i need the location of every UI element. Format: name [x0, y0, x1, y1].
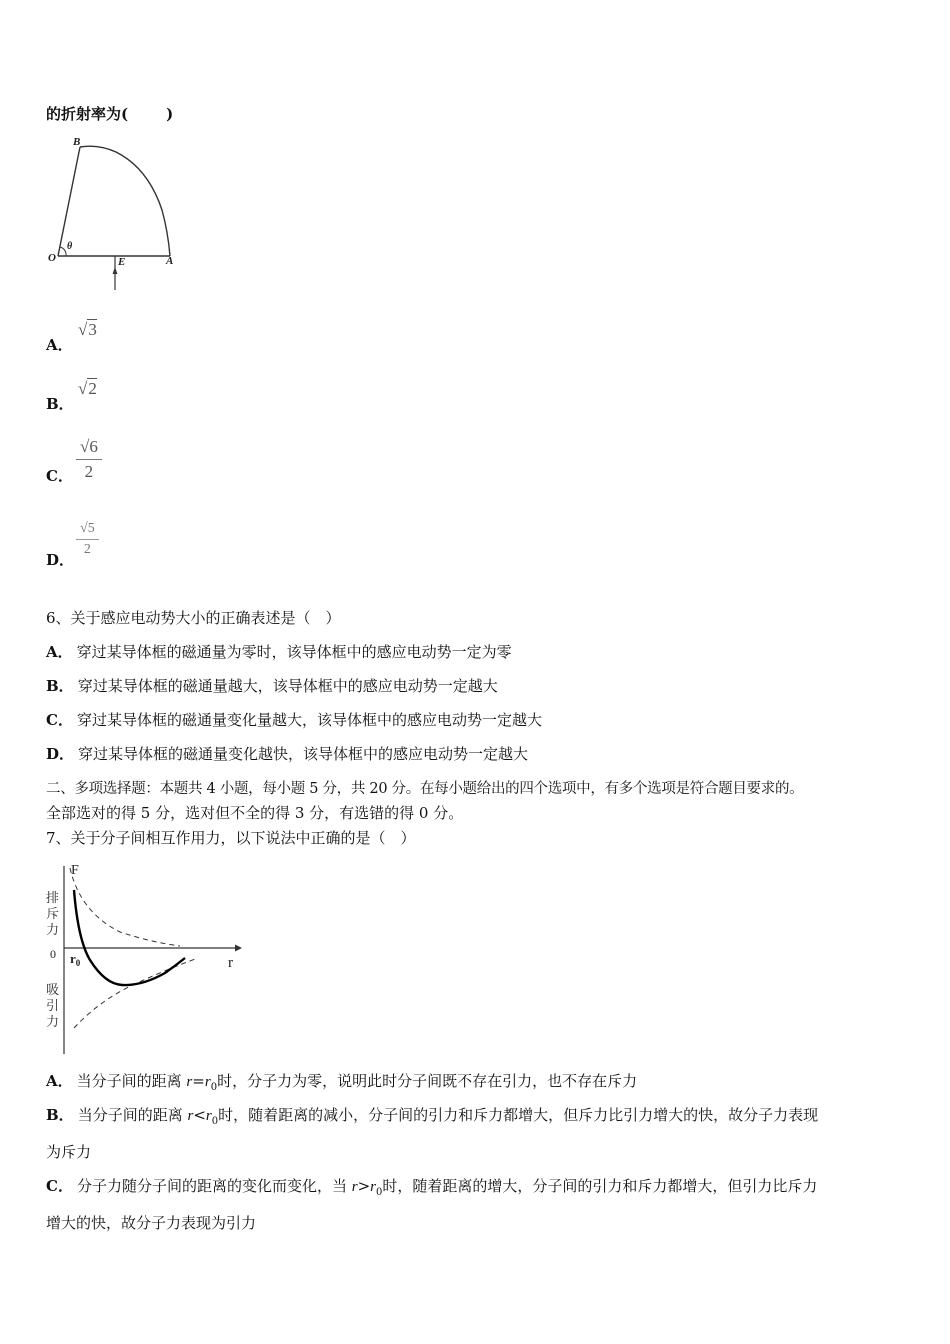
var-r: r [351, 1179, 358, 1195]
q5-stem-tail [46, 103, 173, 124]
option-text: 穿过某导体框的磁通量变化越快，该导体框中的感应电动势一定越大 [78, 745, 529, 763]
section2-line1: 二、多项选择题：本题共 4 小题，每小题 5 分，共 20 分。在每小题给出的四个选项中，有多个选项是符合题目要求的。 [46, 781, 804, 797]
repulsion-label-1: 排 [46, 891, 60, 906]
var-r0: r [204, 1074, 211, 1090]
radicand: 3 [88, 320, 97, 339]
q6-stem: 6、关于感应电动势大小的正确表述是（ ） [46, 609, 341, 627]
q6-option-a[interactable] [46, 641, 512, 662]
arc-ba [80, 146, 170, 256]
option-label: C． [46, 1177, 73, 1195]
q7-option-c[interactable] [46, 1175, 817, 1198]
relation: = [192, 1072, 205, 1090]
q5-option-d[interactable] [46, 549, 74, 570]
repulsion-label-2: 斥 [46, 907, 60, 922]
q5-quarter-circle-figure [40, 128, 200, 296]
denominator: 2 [84, 462, 94, 481]
denominator: 2 [83, 542, 91, 557]
q5-option-d-value: $\frac{√5}{2}$ [76, 521, 99, 558]
option-label: B． [46, 677, 74, 695]
radicand: 2 [88, 379, 97, 398]
relation: < [193, 1106, 206, 1124]
option-text: 穿过某导体框的磁通量变化量越大，该导体框中的感应电动势一定越大 [76, 711, 542, 729]
var-r0: r [370, 1179, 376, 1195]
q5-option-c-value: $\frac{√6}{2}$ [76, 437, 102, 482]
q7-option-a[interactable] [46, 1070, 637, 1093]
option-label: D． [46, 551, 75, 569]
ray-arrow [113, 267, 118, 274]
q7-stem: 7、关于分子间相互作用力，以下说法中正确的是（ ） [46, 829, 416, 847]
attraction-label-2: 引 [46, 999, 60, 1014]
option-text-pre: 当分子间的距离 [77, 1106, 188, 1124]
q7-option-b-cont: 为斥力 [46, 1143, 92, 1161]
q5-option-c[interactable] [46, 465, 73, 486]
radicand: 6 [89, 437, 98, 456]
q6-option-b[interactable] [46, 675, 498, 696]
label-o: O [48, 252, 56, 264]
x-axis-arrow [235, 945, 242, 952]
q5-option-b-value: √2 [78, 379, 97, 398]
label-e: E [118, 256, 126, 268]
option-text-post: 时，分子力为零，说明此时分子间既不存在引力，也不存在斥力 [217, 1072, 638, 1090]
label-b: B [73, 136, 81, 148]
option-label: A． [46, 336, 73, 354]
q5-option-a[interactable] [46, 334, 73, 355]
label-a: A [166, 255, 174, 267]
option-label: C． [46, 467, 73, 485]
subscript: 0 [210, 1082, 218, 1093]
section2-line2: 全部选对的得 5 分，选对但不全的得 3 分，有选错的得 0 分。 [46, 804, 464, 822]
option-text-pre: 当分子间的距离 [76, 1072, 187, 1090]
option-label: D． [46, 745, 75, 763]
attraction-label-3: 力 [46, 1015, 60, 1030]
option-label: A． [46, 643, 73, 661]
q5-tail-text: 的折射率为( [46, 105, 129, 123]
option-text: 穿过某导体框的磁通量越大，该导体框中的感应电动势一定越大 [77, 677, 498, 695]
option-text: 穿过某导体框的磁通量为零时，该导体框中的感应电动势一定为零 [76, 643, 512, 661]
option-label: C． [46, 711, 73, 729]
var-r0: r [205, 1108, 212, 1124]
label-theta: θ [67, 241, 73, 252]
radicand: 5 [87, 521, 95, 536]
option-label: B． [46, 1106, 74, 1124]
line-ob [58, 147, 80, 256]
subscript: 0 [376, 1187, 383, 1198]
option-label: B． [46, 395, 74, 413]
axis-label-r: r [228, 955, 233, 971]
axis-label-f: F [71, 863, 79, 878]
r0-label: $r_0$ [70, 951, 81, 968]
q5-tail-close: ) [166, 105, 174, 123]
relation: > [357, 1177, 371, 1195]
attraction-label-1: 吸 [46, 983, 60, 998]
q6-option-d[interactable] [46, 743, 528, 764]
q7-option-b[interactable] [46, 1104, 818, 1127]
q5-option-a-value: √3 [78, 320, 97, 339]
angle-theta-arc [60, 247, 66, 256]
origin-label: 0 [50, 947, 56, 961]
q5-option-b[interactable] [46, 393, 74, 414]
q7-force-graph [40, 860, 250, 1060]
repulsion-label-3: 力 [46, 923, 60, 938]
option-label: A． [46, 1072, 73, 1090]
var-r: r [187, 1108, 194, 1124]
repulsion-curve [70, 868, 180, 946]
resultant-force-curve [74, 890, 185, 985]
q7-option-c-cont: 增大的快，故分子力表现为引力 [46, 1214, 257, 1232]
option-text-post: 时，随着距离的减小，分子间的引力和斥力都增大，但斥力比引力增大的快，故分子力表现 [218, 1106, 819, 1124]
subscript: 0 [211, 1116, 219, 1127]
attraction-curve [74, 958, 198, 1028]
q6-option-c[interactable] [46, 709, 542, 730]
option-text-post: 时，随着距离的增大，分子间的引力和斥力都增大，但引力比斥力 [382, 1177, 818, 1195]
var-r: r [186, 1074, 193, 1090]
option-text-pre: 分子力随分子间的距离的变化而变化，当 [76, 1177, 352, 1195]
